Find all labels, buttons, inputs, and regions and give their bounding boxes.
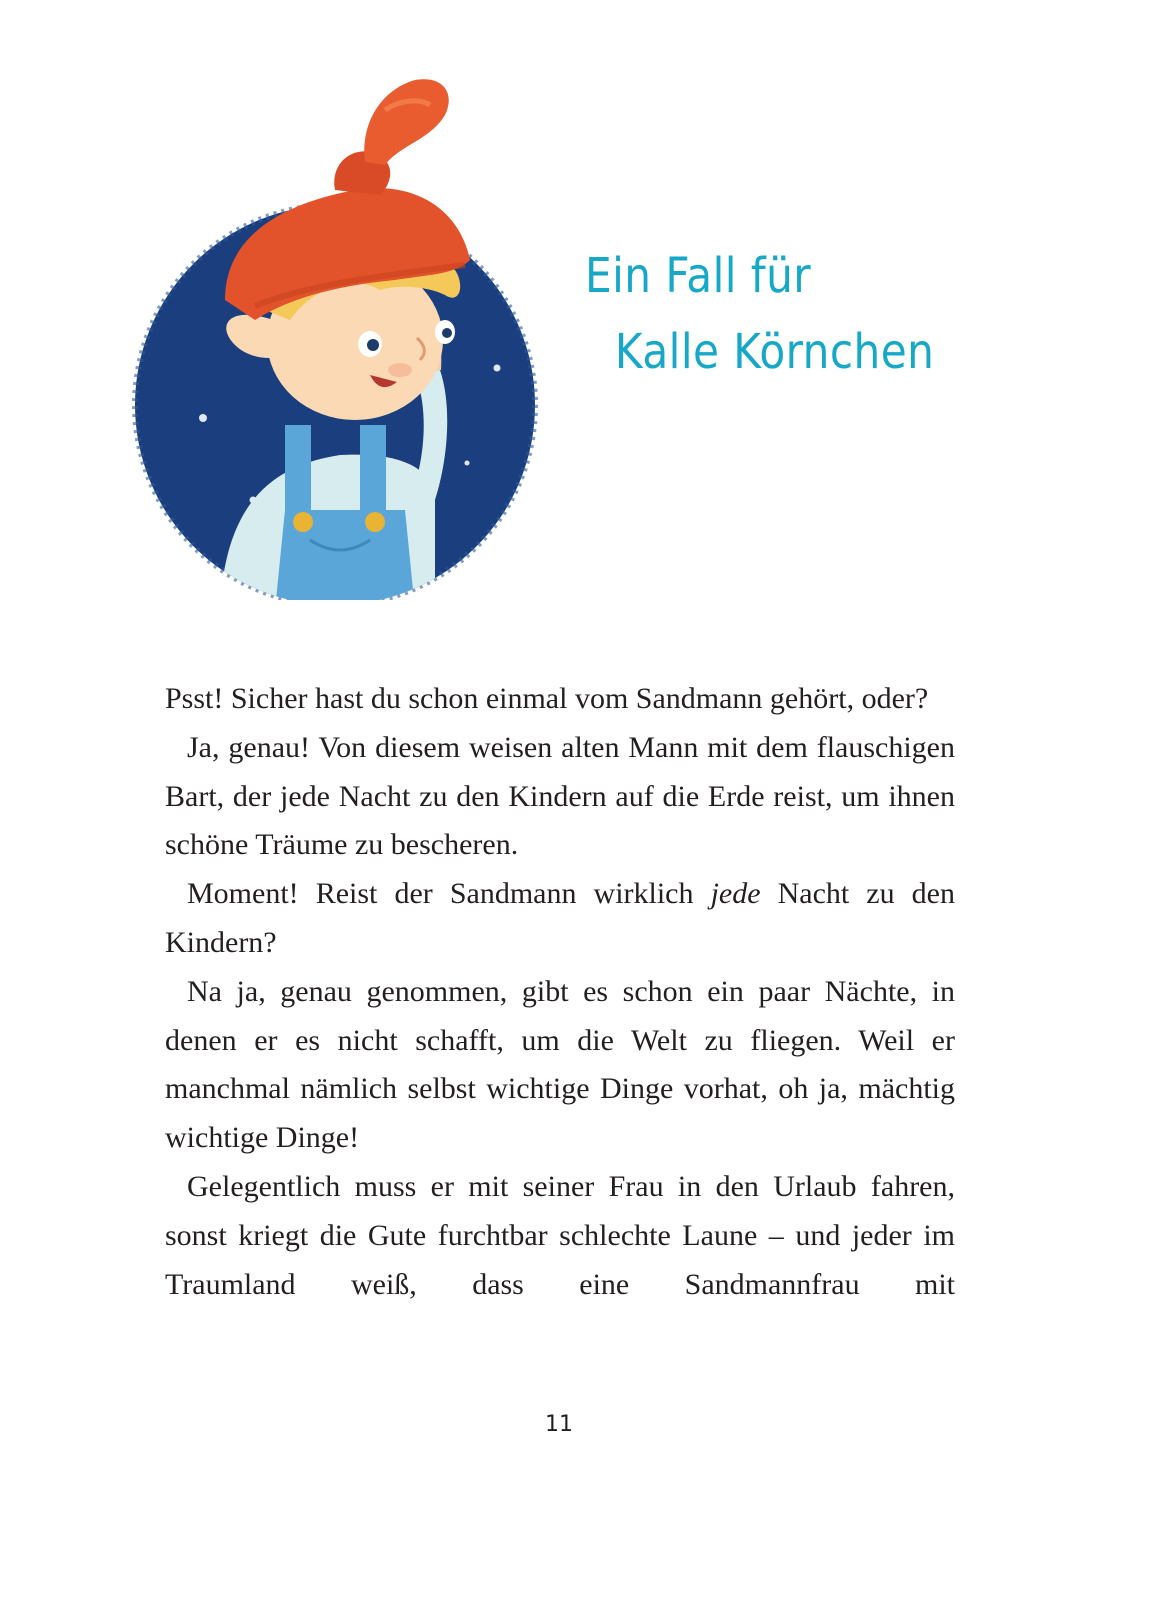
- paragraph: Ja, genau! Von diesem weisen alten Mann mit dem flauschigen Bart, der jede Nacht zu den Kindern auf die Erde reist, um ihnen schöne Träume zu bescheren.: [165, 730, 955, 862]
- paragraph-text: Nacht zu den Kindern?: [165, 877, 955, 959]
- paragraph-text: Moment! Reist der Sandmann wirklich: [187, 877, 711, 911]
- paragraph: Gelegentlich muss er mit seiner Frau in den Urlaub fahren, sonst kriegt die Gute furchtbar schlechte Laune – und jeder im Traumland weiß, dass eine Sandmannfrau mit: [165, 1169, 955, 1301]
- star: [465, 461, 470, 466]
- paragraph: [165, 870, 955, 968]
- body-text: [165, 675, 955, 1309]
- star: [199, 414, 207, 422]
- emphasized-word: jede: [710, 877, 761, 911]
- star: [494, 365, 501, 372]
- cap-tip: [364, 79, 449, 165]
- paragraph: Na ja, genau genommen, gibt es schon ein paar Nächte, in denen er es nicht schafft, um die Welt zu fliegen. Weil er manchmal nämlich selbst wichtige Dinge vorhat, oh ja, mächtig wichtige Dinge!: [165, 974, 955, 1155]
- chapter-title-line-1: Ein Fall für: [585, 248, 812, 304]
- paragraph: Psst! Sicher hast du schon einmal vom Sandmann gehört, oder?: [165, 682, 929, 715]
- chapter-title-line-2: Kalle Körnchen: [614, 324, 935, 380]
- button-left: [293, 512, 313, 532]
- overall-strap-left: [285, 425, 311, 515]
- page-number: 11: [545, 1412, 573, 1437]
- chapter-title: [585, 238, 934, 390]
- boy-with-red-cap-illustration: [125, 70, 565, 600]
- button-right: [365, 512, 385, 532]
- overall-strap-right: [360, 425, 386, 515]
